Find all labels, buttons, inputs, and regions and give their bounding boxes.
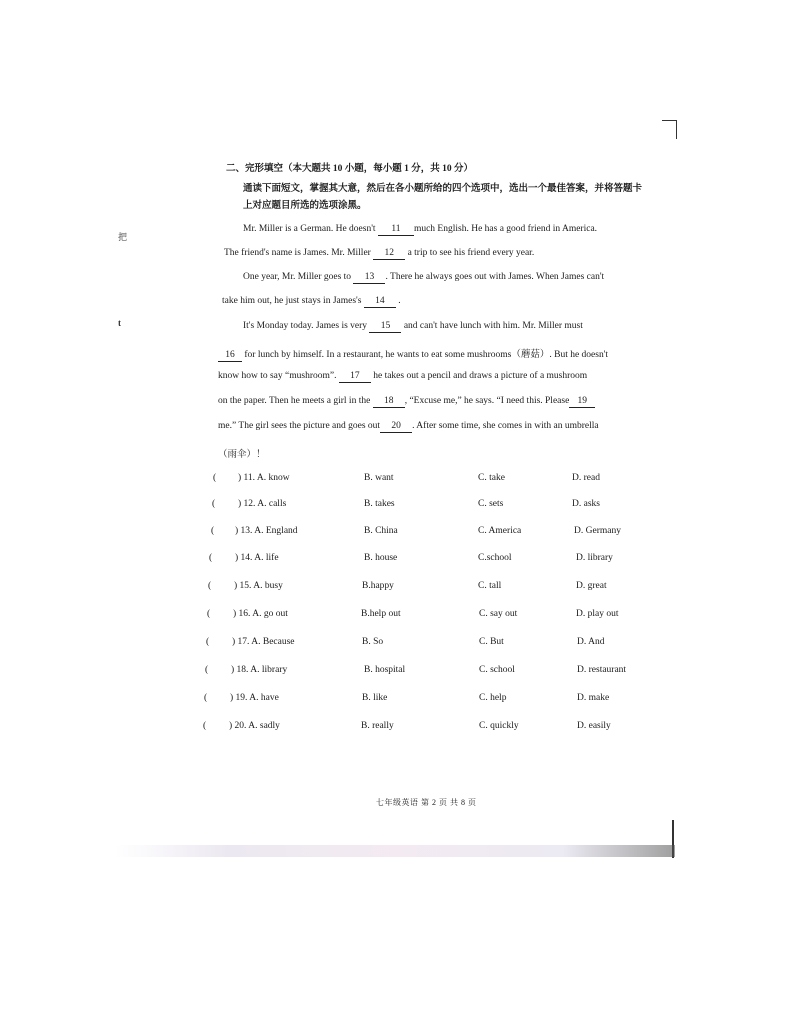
passage-line (224, 248, 534, 260)
answer-paren: ( (203, 721, 207, 731)
question-option-b: B.happy (362, 581, 394, 591)
answer-paren: ( (206, 637, 210, 647)
blank-19: 19 (569, 396, 595, 408)
blank-17: 17 (339, 371, 371, 383)
question-option-a: ) 11. A. know (238, 473, 290, 483)
answer-paren: ( (212, 499, 216, 509)
question-option-d: D. make (577, 693, 610, 703)
blank-16: 16 (218, 350, 242, 362)
question-option-c: C. say out (479, 609, 518, 619)
answer-paren: ( (213, 473, 217, 483)
passage-line: （雨伞）！ (218, 450, 266, 460)
question-option-c: C. sets (478, 499, 504, 509)
question-option-a: ) 15. A. busy (234, 581, 283, 591)
passage-line (222, 296, 401, 308)
question-option-c: C. tall (478, 581, 502, 591)
passage-line (218, 346, 608, 362)
question-option-a: ) 18. A. library (231, 665, 288, 675)
question-option-c: C.school (478, 553, 512, 563)
question-option-c: C. America (478, 526, 522, 536)
passage-text: me.” The girl sees the picture and goes out (218, 421, 381, 431)
passage-text: Mr. Miller is a German. He doesn't (243, 224, 378, 234)
margin-mark: 把 (118, 232, 128, 242)
question-option-a: ) 19. A. have (230, 693, 279, 703)
question-option-c: C. school (479, 665, 515, 675)
scan-smear (115, 845, 675, 857)
question-option-c: C. But (479, 637, 504, 647)
question-option-d: D. great (576, 581, 607, 591)
answer-paren: ( (205, 665, 209, 675)
question-option-b: B. want (364, 473, 394, 483)
question-option-a: ) 20. A. sadly (229, 721, 280, 731)
blank-13: 13 (353, 272, 385, 284)
passage-text: , “Excuse me,” he says. “I need this. Please (404, 396, 570, 406)
passage-text: take him out, he just stays in James's (222, 296, 364, 306)
page-footer: 七年级英语 第 2 页 共 8 页 (376, 798, 477, 807)
passage-line (243, 224, 597, 236)
margin-mark: t (118, 318, 121, 328)
passage-text: . There he always goes out with James. When James can't (385, 272, 605, 282)
passage-line (243, 272, 604, 284)
answer-paren: ( (207, 609, 211, 619)
corner-crop-mark (662, 120, 677, 139)
question-option-b: B. China (364, 526, 398, 536)
question-option-b: B. takes (364, 499, 395, 509)
question-option-b: B. house (364, 553, 398, 563)
question-option-c: C. take (478, 473, 505, 483)
passage-text: It's Monday today. James is very (243, 321, 370, 331)
question-option-a: ) 13. A. England (235, 526, 298, 536)
blank-15: 15 (369, 321, 401, 333)
question-option-d: D. library (576, 553, 613, 563)
question-option-d: D. restaurant (577, 665, 627, 675)
passage-text: a trip to see his friend every year. (405, 248, 535, 258)
question-option-b: B. So (362, 637, 384, 647)
question-option-d: D. Germany (574, 526, 621, 536)
passage-text: on the paper. Then he meets a girl in the (218, 396, 373, 406)
passage-line (218, 371, 587, 383)
passage-line (218, 421, 599, 433)
section-heading: 二、完形填空（本大题共 10 小题，每小题 1 分，共 10 分） (226, 164, 474, 174)
passage-text: and can't have lunch with him. Mr. Miller must (401, 321, 583, 331)
blank-18: 18 (373, 396, 405, 408)
passage-line (218, 396, 595, 408)
passage-text: . (395, 296, 401, 306)
passage-text: he takes out a pencil and draws a picture of a mushroom (370, 371, 588, 381)
question-option-c: C. quickly (479, 721, 519, 731)
question-option-a: ) 17. A. Because (232, 637, 295, 647)
passage-text: The friend's name is James. Mr. Miller (224, 248, 374, 258)
blank-14: 14 (364, 296, 396, 308)
passage-text: . After some time, she comes in with an umbrella (412, 421, 599, 431)
passage-text: know how to say “mushroom”. (218, 371, 339, 381)
question-option-b: B. really (361, 721, 394, 731)
answer-paren: ( (211, 526, 215, 536)
question-option-b: B.help out (361, 609, 401, 619)
question-option-a: ) 12. A. calls (238, 499, 287, 509)
passage-text: much English. He has a good friend in America. (413, 224, 598, 234)
question-option-a: ) 16. A. go out (233, 609, 288, 619)
blank-12: 12 (373, 248, 405, 260)
question-option-a: ) 14. A. life (235, 553, 279, 563)
question-option-c: C. help (479, 693, 507, 703)
question-option-d: D. play out (576, 609, 619, 619)
question-option-d: D. easily (577, 721, 611, 731)
question-option-b: B. like (362, 693, 388, 703)
section-instructions: 通读下面短文，掌握其大意，然后在各小题所给的四个选项中，选出一个最佳答案，并将答题卡上对应题目所选的选项涂黑。 (243, 184, 643, 211)
blank-11: 11 (378, 224, 414, 236)
answer-paren: ( (209, 553, 213, 563)
blank-20: 20 (380, 421, 412, 433)
question-option-d: D. read (572, 473, 600, 483)
passage-line (243, 321, 583, 333)
answer-paren: ( (208, 581, 212, 591)
passage-text: for lunch by himself. In a restaurant, he wants to eat some mushrooms（蘑菇）. But he doesn't (242, 350, 609, 360)
question-option-d: D. asks (572, 499, 600, 509)
answer-paren: ( (204, 693, 208, 703)
passage-text: One year, Mr. Miller goes to (243, 272, 354, 282)
question-option-d: D. And (577, 637, 605, 647)
question-option-b: B. hospital (364, 665, 406, 675)
